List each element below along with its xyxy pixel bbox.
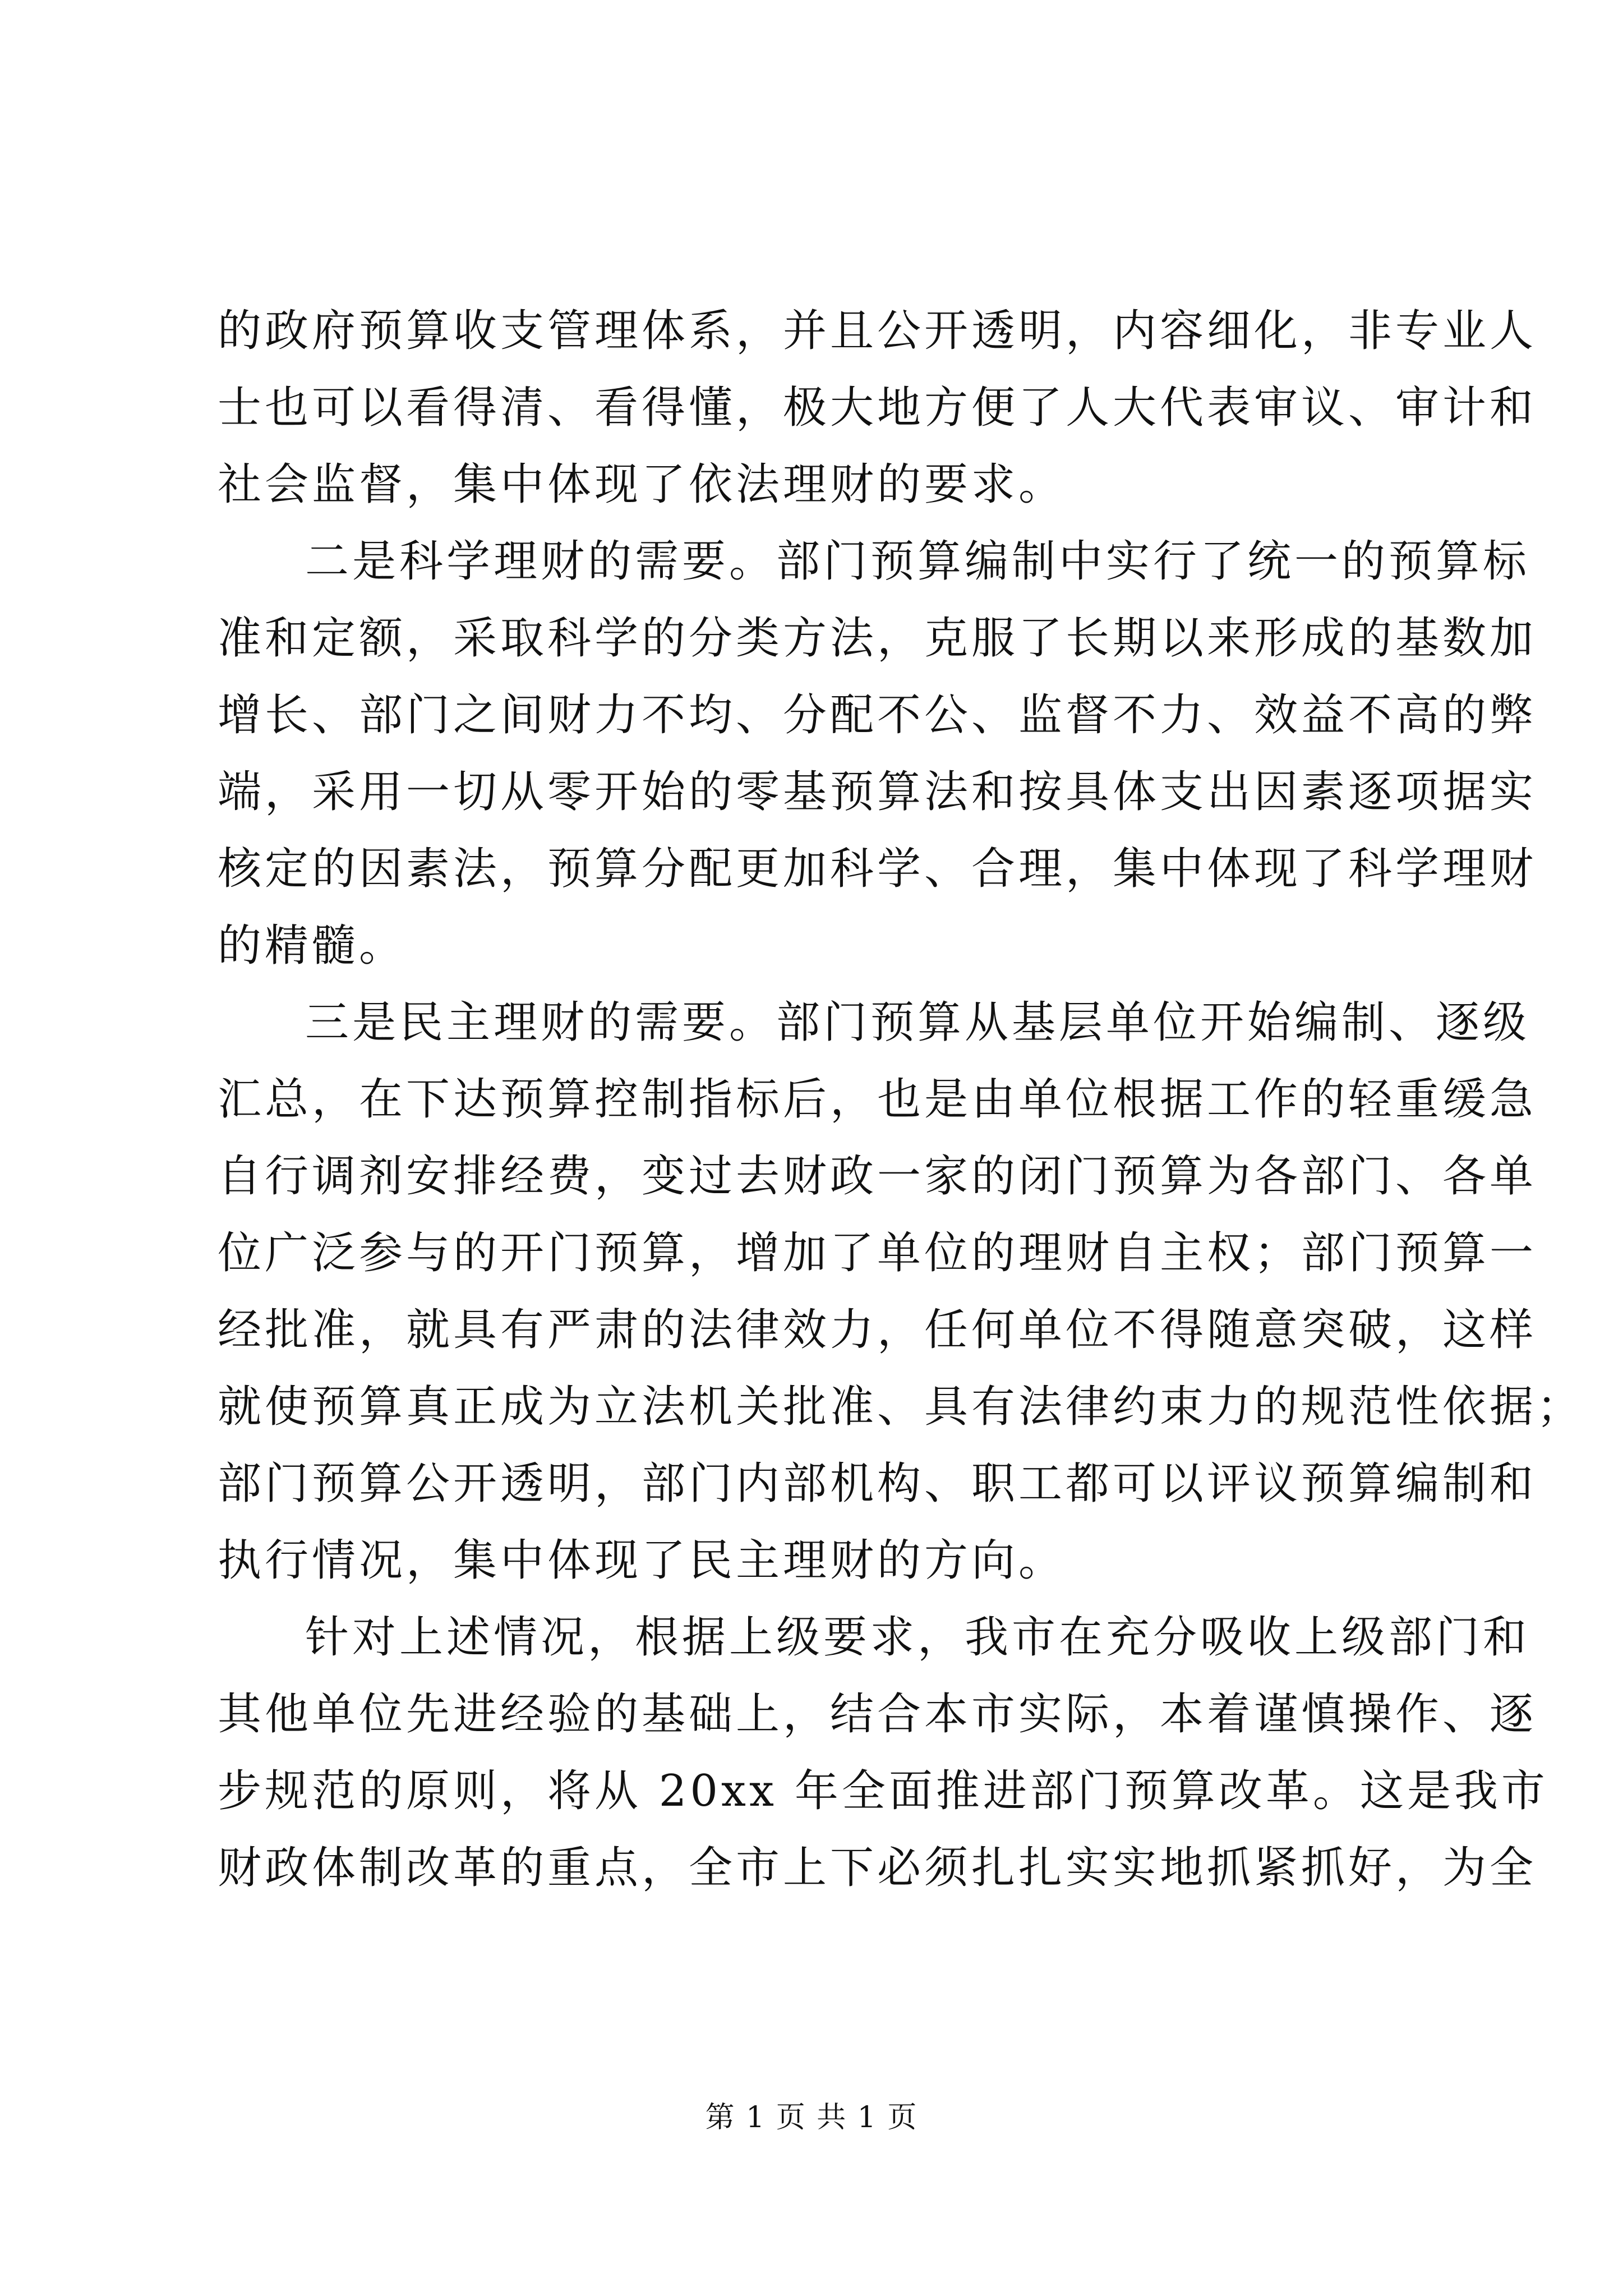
text-line: 的精髓。 xyxy=(218,921,407,971)
text-line: 财政体制改革的重点，全市上下必须扎扎实实地抓紧抓好，为全 xyxy=(218,1843,1537,1893)
text-line: 核定的因素法，预算分配更加科学、合理，集中体现了科学理财 xyxy=(218,844,1537,894)
text-line: 准和定额，采取科学的分类方法，克服了长期以来形成的基数加 xyxy=(218,613,1537,664)
page-number-label: 第 1 页 共 1 页 xyxy=(705,2101,918,2134)
text-line: 就使预算真正成为立法机关批准、具有法律约束力的规范性依据； xyxy=(218,1382,1584,1432)
paragraph-first-line: 针对上述情况，根据上级要求，我市在充分吸收上级部门和 xyxy=(305,1612,1530,1663)
text-line: 士也可以看得清、看得懂，极大地方便了人大代表审议、审计和 xyxy=(218,383,1537,433)
text-line: 部门预算公开透明，部门内部机构、职工都可以评议预算编制和 xyxy=(218,1458,1537,1509)
text-line: 执行情况，集中体现了民主理财的方向。 xyxy=(218,1535,1066,1586)
paragraph-first-line: 三是民主理财的需要。部门预算从基层单位开始编制、逐级 xyxy=(305,997,1530,1048)
text-line: 位广泛参与的开门预算，增加了单位的理财自主权；部门预算一 xyxy=(218,1228,1537,1278)
text-line: 的政府预算收支管理体系，并且公开透明，内容细化，非专业人 xyxy=(218,306,1537,356)
text-line: 端，采用一切从零开始的零基预算法和按具体支出因素逐项据实 xyxy=(218,767,1537,817)
paragraph-first-line: 二是科学理财的需要。部门预算编制中实行了统一的预算标 xyxy=(305,536,1530,587)
text-line: 经批准，就具有严肃的法律效力，任何单位不得随意突破，这样 xyxy=(218,1305,1537,1355)
body-text xyxy=(218,293,1584,1907)
text-line: 增长、部门之间财力不均、分配不公、监督不力、效益不高的弊 xyxy=(218,690,1537,740)
text-line: 步规范的原则，将从 20xx 年全面推进部门预算改革。这是我市 xyxy=(218,1766,1548,1816)
text-line: 其他单位先进经验的基础上，结合本市实际，本着谨慎操作、逐 xyxy=(218,1689,1537,1740)
text-line: 自行调剂安排经费，变过去财政一家的闭门预算为各部门、各单 xyxy=(218,1151,1537,1202)
text-line: 社会监督，集中体现了依法理财的要求。 xyxy=(218,459,1066,510)
text-line: 汇总，在下达预算控制指标后，也是由单位根据工作的轻重缓急 xyxy=(218,1074,1537,1125)
page-footer xyxy=(0,2098,1623,2137)
